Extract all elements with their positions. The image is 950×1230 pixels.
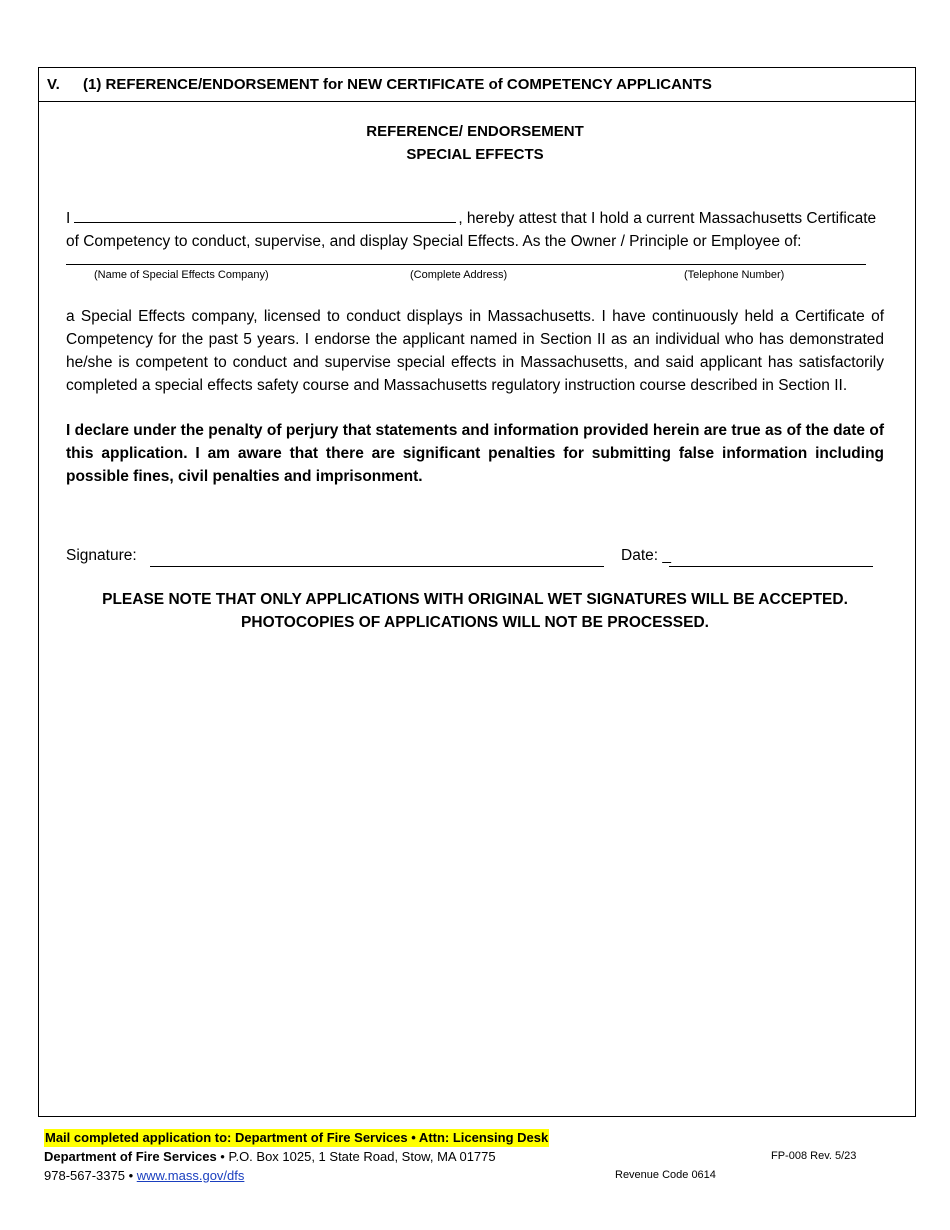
footer-address: • P.O. Box 1025, 1 State Road, Stow, MA 01775 [216,1149,496,1164]
attest-text: , hereby attest that I hold a current Massachusetts Certificate of Competency to conduct, supervise, and display Special Effects. As the Owner / Principle or Employee of: [66,210,877,250]
notice-line-1: PLEASE NOTE THAT ONLY APPLICATIONS WITH ORIGINAL WET SIGNATURES WILL BE ACCEPTED. [102,591,848,608]
mail-instructions: Mail completed application to: Department of Fire Services • Attn: Licensing Desk [45,1130,549,1145]
form-title: REFERENCE/ ENDORSEMENT [366,123,584,140]
notice-line-2: PHOTOCOPIES OF APPLICATIONS WILL NOT BE PROCESSED. [241,614,709,631]
form-subtitle: SPECIAL EFFECTS [406,146,544,163]
signature-field[interactable] [150,566,604,567]
footer-dept-name: Department of Fire Services [44,1149,217,1164]
attest-prefix: I [66,210,71,227]
form-section-frame [38,67,916,1117]
section-header [39,68,915,102]
attest-paragraph [66,207,884,253]
footer-contact-line [44,1166,874,1185]
caption-address: (Complete Address) [410,269,508,281]
caption-telephone: (Telephone Number) [684,269,785,281]
signature-row [66,547,884,571]
section-title: (1) REFERENCE/ENDORSEMENT for NEW CERTIFICATE of COMPETENCY APPLICANTS [83,76,712,93]
page-footer [44,1128,874,1185]
footer-phone: 978-567-3375 • [44,1168,137,1183]
attester-name-field[interactable] [74,208,456,223]
wet-signature-notice [66,588,884,634]
form-id-revision: FP-008 Rev. 5/23 [771,1150,857,1162]
company-info-field-line[interactable] [66,264,866,265]
date-label: Date: _ [621,547,671,564]
website-link[interactable]: www.mass.gov/dfs [136,1168,245,1183]
revenue-code: Revenue Code 0614 [615,1169,716,1181]
form-content [66,102,884,634]
perjury-declaration: I declare under the penalty of perjury that statements and information provided herein are true as of the date of this application. I am aware that there are significant penalties for submitting false information including possible fines, civil penalties and imprisonment. [66,422,884,485]
signature-label: Signature: [66,547,137,564]
date-field[interactable] [669,566,873,567]
footer-address-line [44,1147,874,1166]
caption-company-name: (Name of Special Effects Company) [94,269,269,281]
company-paragraph: a Special Effects company, licensed to conduct displays in Massachusetts. I have continuously held a Certificate of Competency for the past 5 years. I endorse the applicant named in Section II as an individual who has demonstrated he/she is competent to conduct and supervise special effects in Massachusetts, and said applicant has satisfactorily completed a special effects safety course and Massachusetts regulatory instruction course described in Section II. [66,308,884,394]
company-info-captions [66,267,884,283]
section-number: V. [47,76,60,93]
